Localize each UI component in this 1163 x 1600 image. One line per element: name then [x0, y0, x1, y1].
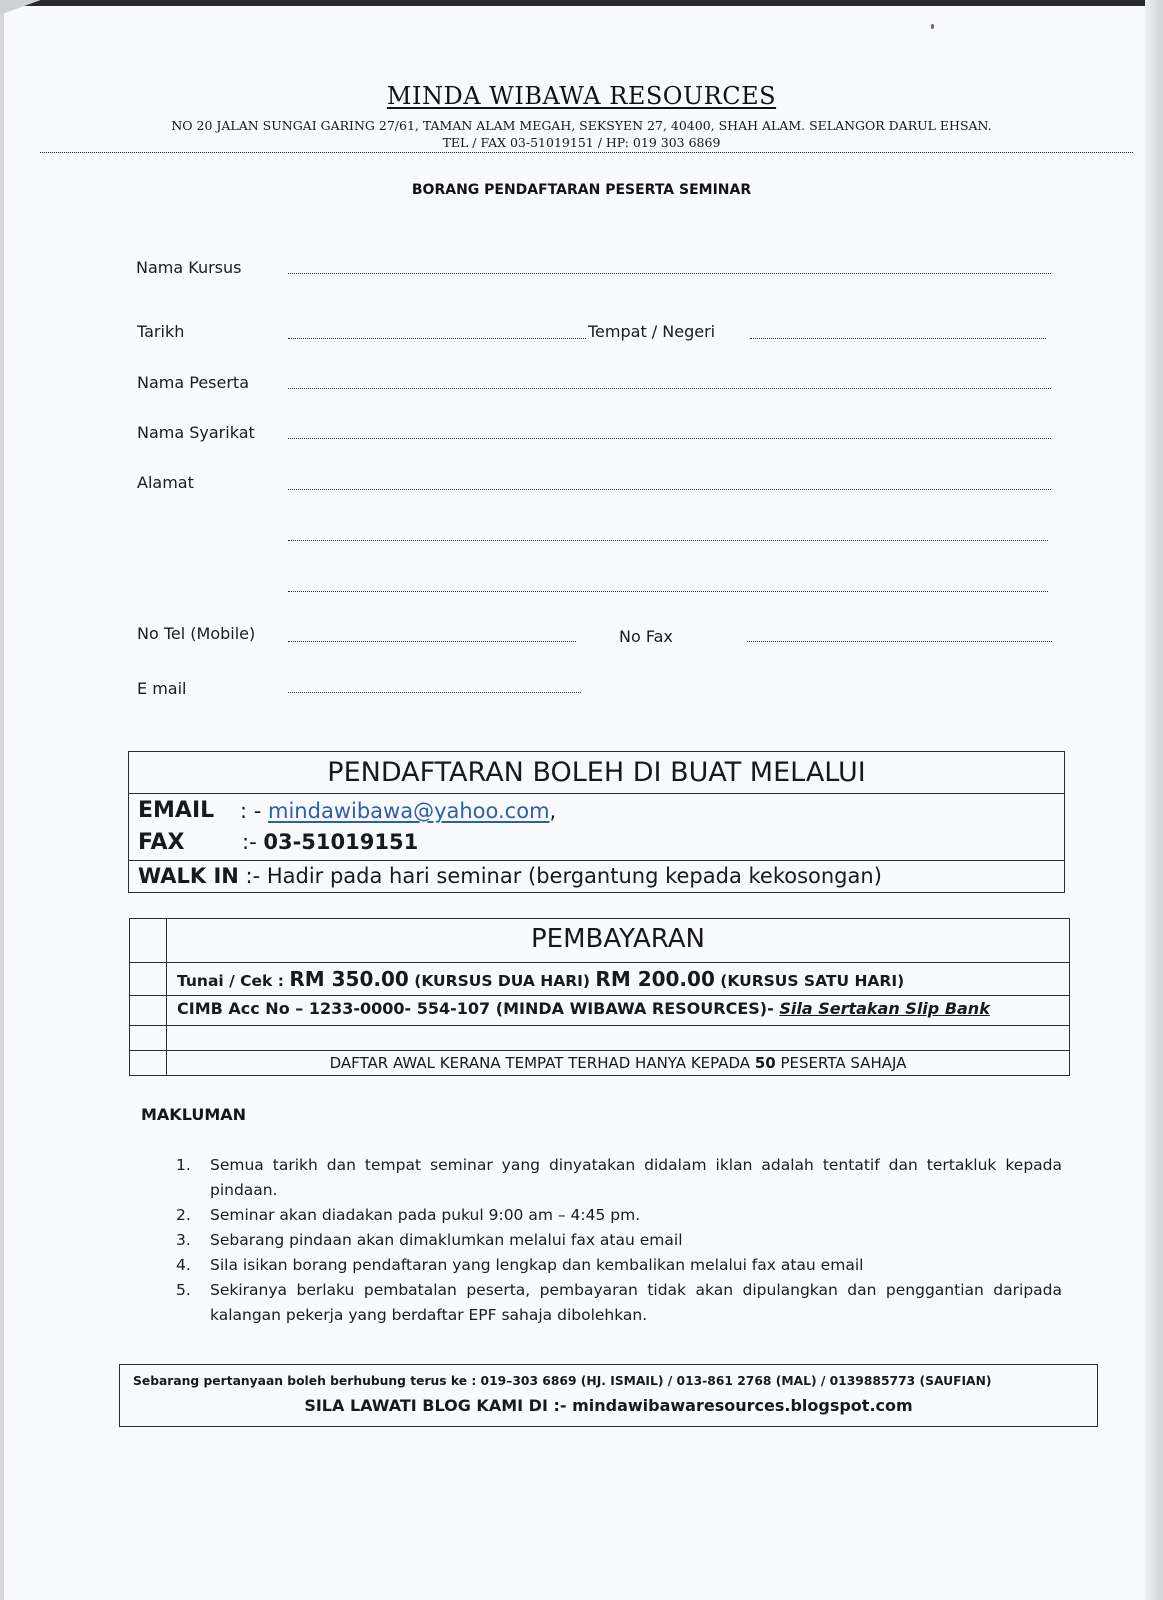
one-day-note: (KURSUS SATU HARI) [720, 972, 905, 990]
header-divider [40, 152, 1133, 153]
bank-account: CIMB Acc No – 1233-0000- 554-107 (MINDA WIBAWA RESOURCES)- [177, 999, 774, 1018]
walkin-text: :- Hadir pada hari seminar (bergantung kepada kekosongan) [245, 864, 882, 888]
limit-text-after: PESERTA SAHAJA [780, 1054, 907, 1072]
payment-heading: PEMBAYARAN [530, 924, 706, 954]
contact-phone-line: Sebarang pertanyaan boleh berhubung terus ke : 019–303 6869 (HJ. ISMAIL) / 013-861 2768 (MAL) / 0139885773 (SAUFIAN) [133, 1374, 992, 1388]
field-alamat-line3[interactable] [288, 591, 1048, 592]
fax-method-sep: :- [242, 830, 257, 854]
label-tempat: Tempat / Negeri [588, 322, 716, 341]
notes-title: MAKLUMAN [141, 1105, 247, 1124]
registration-divider-2 [128, 860, 1065, 861]
field-alamat-line2[interactable] [288, 540, 1048, 541]
notes-item: 5. Sekiranya berlaku pembatalan peserta, pembayaran tidak akan dipulangkan dan penggantian daripada kalangan pekerja yang berdaftar EPF sahaja dibolehkan. [176, 1281, 1062, 1324]
company-telfax: TEL / FAX 03-51019151 / HP: 019 303 6869 [442, 135, 721, 150]
notes-item: 4. Sila isikan borang pendaftaran yang lengkap dan kembalikan melalui fax atau email [176, 1256, 864, 1274]
scan-edge-top [0, 0, 1163, 6]
payment-divider-2 [129, 995, 1070, 996]
label-alamat: Alamat [137, 473, 194, 492]
label-nama-kursus: Nama Kursus [136, 258, 242, 277]
field-nama-syarikat[interactable] [288, 438, 1051, 439]
field-nama-kursus[interactable] [288, 273, 1051, 274]
scan-speck [931, 24, 934, 29]
company-name: MINDA WIBAWA RESOURCES [386, 82, 777, 110]
scan-corner [0, 0, 40, 22]
field-tarikh[interactable] [288, 338, 586, 339]
form-title: BORANG PENDAFTARAN PESERTA SEMINAR [411, 182, 752, 198]
payment-divider-3 [129, 1025, 1070, 1026]
field-nama-peserta[interactable] [288, 388, 1051, 389]
label-tarikh: Tarikh [137, 322, 185, 341]
price-two-day: RM 350.00 [289, 967, 409, 991]
company-address: NO 20 JALAN SUNGAI GARING 27/61, TAMAN ALAM MEGAH, SEKSYEN 27, 40400, SHAH ALAM. SELANGOR DARUL EHSAN. [171, 118, 992, 133]
scan-edge-left [0, 0, 4, 1600]
email-method-label: EMAIL [138, 798, 215, 823]
label-nama-syarikat: Nama Syarikat [137, 423, 255, 442]
price-one-day: RM 200.00 [595, 967, 715, 991]
contact-blog-line: SILA LAWATI BLOG KAMI DI :- mindawibawaresources.blogspot.com [304, 1396, 913, 1415]
registration-divider-1 [128, 793, 1065, 794]
label-no-fax: No Fax [619, 627, 673, 646]
notes-item: 1. Semua tarikh dan tempat seminar yang dinyatakan didalam iklan adalah tentatif dan tertakluk kepada pindaan. [176, 1156, 1062, 1199]
notes-item: 3. Sebarang pindaan akan dimaklumkan melalui fax atau email [176, 1231, 683, 1249]
cash-label: Tunai / Cek : [177, 972, 284, 990]
walkin-method-label: WALK IN [138, 864, 239, 888]
fax-number: 03-51019151 [263, 830, 419, 854]
limit-number: 50 [754, 1054, 776, 1072]
registration-heading: PENDAFTARAN BOLEH DI BUAT MELALUI [327, 757, 866, 788]
email-comma: , [549, 799, 557, 823]
fax-method-label: FAX [138, 830, 185, 855]
payment-divider-1 [129, 962, 1070, 963]
payment-divider-4 [129, 1050, 1070, 1051]
field-no-fax[interactable] [747, 641, 1052, 642]
notes-list [172, 1153, 1062, 1328]
registration-email-link[interactable]: mindawibawa@yahoo.com [268, 799, 550, 823]
bank-slip-note: Sila Sertakan Slip Bank [779, 999, 990, 1018]
scan-edge-right [1145, 0, 1163, 1600]
field-alamat-line1[interactable] [288, 489, 1051, 490]
two-day-note: (KURSUS DUA HARI) [414, 972, 591, 990]
limit-text-before: DAFTAR AWAL KERANA TEMPAT TERHAD HANYA KEPADA [329, 1054, 751, 1072]
email-method-sep: : - [240, 799, 262, 823]
label-nama-peserta: Nama Peserta [137, 373, 250, 392]
label-email: E mail [137, 679, 187, 698]
field-tempat[interactable] [750, 338, 1046, 339]
field-email[interactable] [288, 692, 581, 693]
field-no-tel[interactable] [288, 641, 576, 642]
label-no-tel: No Tel (Mobile) [137, 624, 256, 643]
notes-item: 2. Seminar akan diadakan pada pukul 9:00 am – 4:45 pm. [176, 1206, 641, 1224]
